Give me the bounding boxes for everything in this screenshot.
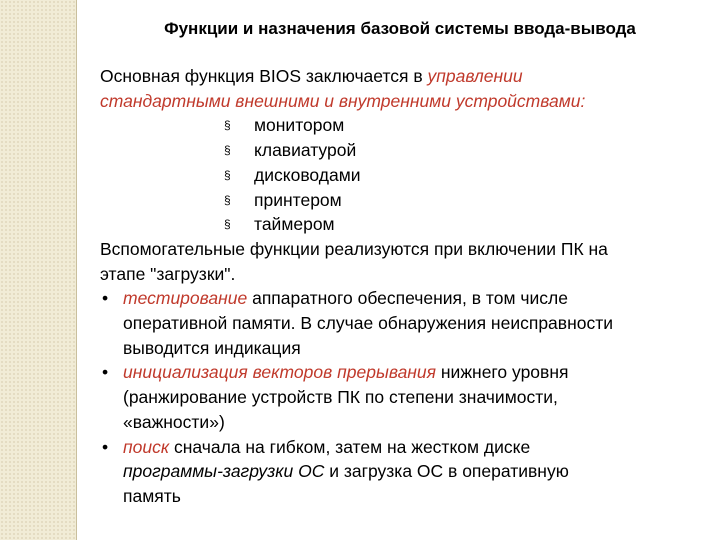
device-item-printer [100,188,700,213]
aux-line-2: этапе "загрузки". [100,263,236,284]
bullet-interrupt-highlight: инициализация векторов прерывания [123,362,437,383]
round-bullet-icon: • [102,436,109,457]
bullet-search-line-3: память [123,485,181,506]
bullet-interrupt-line-2: (ранжирование устройств ПК по степени значимости, [123,387,558,408]
bullet-search-text-1: сначала на гибком, затем на жестком диске [169,436,531,457]
decorative-side-stripe [0,0,77,540]
bullet-interrupt-line-1 [123,360,700,385]
bullet-search-line-1 [123,435,700,460]
bullet-search-text-2: и загрузка ОС в оперативную [324,461,569,482]
bullet-testing-line-2: оперативной памяти. В случае обнаружения неисправности [123,313,614,334]
intro-text: Основная функция BIOS заключается в [100,66,428,86]
bullet-interrupt-text-1: нижнего уровня [436,362,569,383]
bullet-search-highlight: поиск [123,436,170,457]
square-bullet-icon: § [224,167,231,182]
device-label: клавиатурой [254,140,357,161]
device-label: таймером [254,214,335,235]
device-label: принтером [254,189,342,210]
bullet-testing-line-3: выводится индикация [123,337,301,358]
slide-body [100,64,700,509]
bullet-testing-text-1: аппаратного обеспечения, в том числе [247,288,568,309]
bullet-testing-line-1 [123,286,700,311]
device-label: дисководами [254,164,361,185]
intro-highlight-1: управлении [427,66,523,86]
device-item-drives [100,163,700,188]
bullet-testing [100,286,700,360]
square-bullet-icon: § [224,192,231,207]
intro-line-2: стандартными внешними и внутренними устройствами: [100,90,586,111]
bullet-search-line-2 [123,459,700,484]
bullet-interrupt-vectors [100,360,700,434]
bullet-testing-highlight: тестирование [123,288,248,309]
round-bullet-icon: • [102,288,109,309]
square-bullet-icon: § [224,118,231,133]
round-bullet-icon: • [102,362,109,383]
aux-line-1: Вспомогательные функции реализуются при включении ПК на [100,238,608,259]
device-label: монитором [254,115,345,136]
device-item-timer [100,212,700,237]
device-item-monitor [100,113,700,138]
bullet-interrupt-line-3: «важности») [123,411,225,432]
slide-title: Функции и назначения базовой системы ввода-вывода [164,19,636,38]
square-bullet-icon: § [224,143,231,158]
square-bullet-icon: § [224,217,231,232]
bullet-search [100,435,700,509]
device-item-keyboard [100,138,700,163]
intro-line-1 [100,64,700,89]
bullet-search-italic: программы-загрузки ОС [123,461,325,482]
